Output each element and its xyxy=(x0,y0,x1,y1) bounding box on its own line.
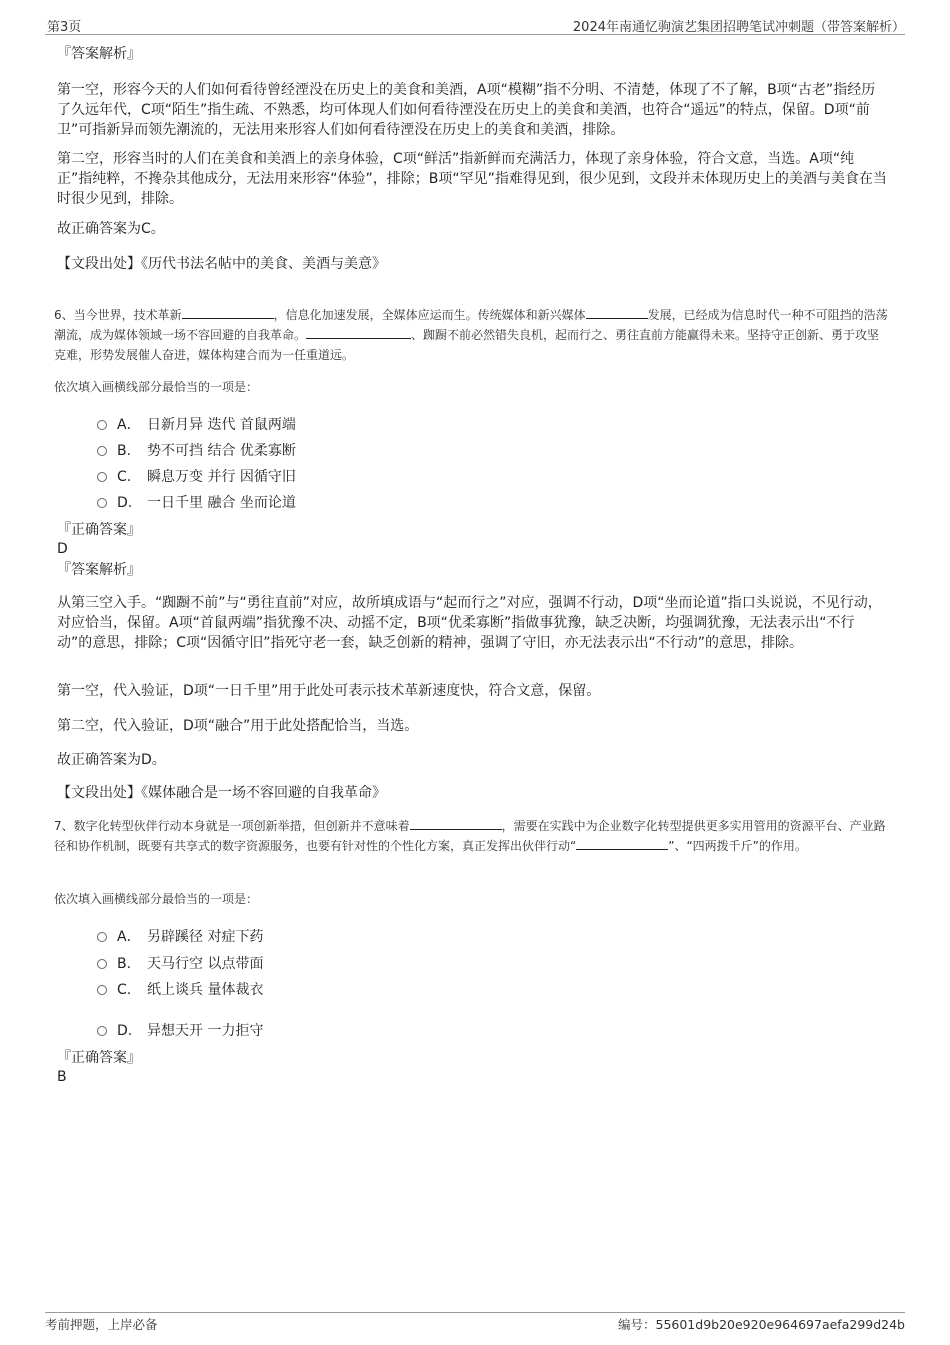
radio-icon[interactable] xyxy=(97,420,107,430)
q6-analysis-para3: 第二空，代入验证，D项“融合”用于此处搭配恰当，当选。 xyxy=(57,718,419,734)
q6-answer-label: 『正确答案』 xyxy=(57,522,141,538)
blank xyxy=(586,306,648,319)
prev-conclusion: 故正确答案为C。 xyxy=(57,221,165,237)
footer-slogan: 考前押题，上岸必备 xyxy=(45,1317,158,1332)
radio-icon[interactable] xyxy=(97,932,107,942)
q6-option-d[interactable]: D. 一日千里 融合 坐而论道 xyxy=(97,492,296,512)
q6-option-a[interactable]: A． 日新月异 迭代 首鼠两端 xyxy=(97,414,296,434)
page-header xyxy=(45,14,905,35)
q6-analysis-label: 『答案解析』 xyxy=(57,562,141,578)
radio-icon[interactable] xyxy=(97,959,107,969)
q6-option-c[interactable]: C. 瞬息万变 并行 因循守旧 xyxy=(97,466,296,486)
blank xyxy=(576,837,668,850)
radio-icon[interactable] xyxy=(97,446,107,456)
radio-icon[interactable] xyxy=(97,985,107,995)
blank xyxy=(306,326,411,339)
blank xyxy=(182,306,274,319)
document-title: 2024年南通忆驹演艺集团招聘笔试冲刺题（带答案解析） xyxy=(572,20,905,35)
q6-source: 【文段出处】《媒体融合是一场不容回避的自我革命》 xyxy=(57,785,386,801)
radio-icon[interactable] xyxy=(97,498,107,508)
prev-analysis-para1: 第一空，形容今天的人们如何看待曾经湮没在历史上的美食和美酒，A项“模糊”指不分明、不清楚，体现了不了解，B项“古老”指经历了久远年代，C项“陌生”指生疏、不熟悉，均可体现人们如何看待湮没在历史上的美食和美酒，也符合“遥远”的特点，保留。D项“前卫”可指新异而领先潮流的，无法用来形容人们如何看待湮没在历史上的美食和美酒，排除。 xyxy=(57,82,876,138)
q7-answer-label: 『正确答案』 xyxy=(57,1050,141,1066)
document-id: 编号：55601d9b20e920e964697aefa299d24b xyxy=(618,1317,905,1332)
q7-option-a[interactable]: A． 另辟蹊径 对症下药 xyxy=(97,926,263,946)
prev-analysis-label: 『答案解析』 xyxy=(57,46,141,62)
page-number: 第3页 xyxy=(47,20,82,35)
q6-prompt: 依次填入画横线部分最恰当的一项是： xyxy=(54,380,259,394)
q6-answer: D xyxy=(57,541,68,557)
q6-conclusion: 故正确答案为D。 xyxy=(57,752,166,768)
q6-analysis-para1: 从第三空入手。“踟蹰不前”与“勇往直前”对应，故所填成语与“起而行之”对应，强调不行动，D项“坐而论道”指口头说说，不见行动，对应恰当，保留。A项“首鼠两端”指犹豫不决、动摇不定，B项“优柔寡断”指做事犹豫，缺乏决断，均强调犹豫，无法表示出“不行动”的意思，排除；C项“因循守旧”指死守老一套，缺乏创新的精神，强调了守旧，亦无法表示出“不行动”的意思，排除。 xyxy=(57,595,882,651)
radio-icon[interactable] xyxy=(97,472,107,482)
page-footer xyxy=(45,1312,905,1333)
q7-option-c[interactable]: C. 纸上谈兵 量体裁衣 xyxy=(97,979,263,999)
q7-prompt: 依次填入画横线部分最恰当的一项是： xyxy=(54,892,259,906)
q7-option-d[interactable]: D. 异想天开 一力拒守 xyxy=(97,1020,263,1040)
q6-option-b[interactable]: B. 势不可挡 结合 优柔寡断 xyxy=(97,440,296,460)
q7-option-b[interactable]: B. 天马行空 以点带面 xyxy=(97,953,263,973)
q7-stem: 7、数字化转型伙伴行动本身就是一项创新举措，但创新并不意味着 ，需要在实践中为企业数字化转型提供更多实用管用的资源平台、产业路径和协作机制，既要有共享式的数字资源服务，也要有针对性的个性化方案，真正发挥出伙伴行动“ ”、“四两拨千斤”的作用。 xyxy=(54,819,886,853)
blank xyxy=(410,817,502,830)
radio-icon[interactable] xyxy=(97,1026,107,1036)
prev-analysis-para2: 第二空，形容当时的人们在美食和美酒上的亲身体验，C项“鲜活”指新鲜而充满活力，体现了亲身体验，符合文意，当选。A项“纯正”指纯粹，不搀杂其他成分，无法用来形容“体验”，排除；B项“罕见”指难得见到，很少见到，文段并未体现历史上的美酒与美食在当时很少见到，排除。 xyxy=(57,151,887,207)
q7-answer: B xyxy=(57,1069,67,1085)
q6-stem: 6、当今世界，技术革新 ，信息化加速发展，全媒体应运而生。传统媒体和新兴媒体 发展，已经成为信息时代一种不可阻挡的浩荡潮流，成为媒体领域一场不容回避的自我革命。 、踟蹰不前必然错失良机，起而行之、勇往直前方能赢得未来。坚持守正创新、勇于攻坚克难，形势发展催人奋进，媒体构建合而为一任重道远。 xyxy=(54,308,888,362)
prev-source: 【文段出处】《历代书法名帖中的美食、美酒与美意》 xyxy=(57,256,386,272)
q6-analysis-para2: 第一空，代入验证，D项“一日千里”用于此处可表示技术革新速度快，符合文意，保留。 xyxy=(57,683,601,699)
